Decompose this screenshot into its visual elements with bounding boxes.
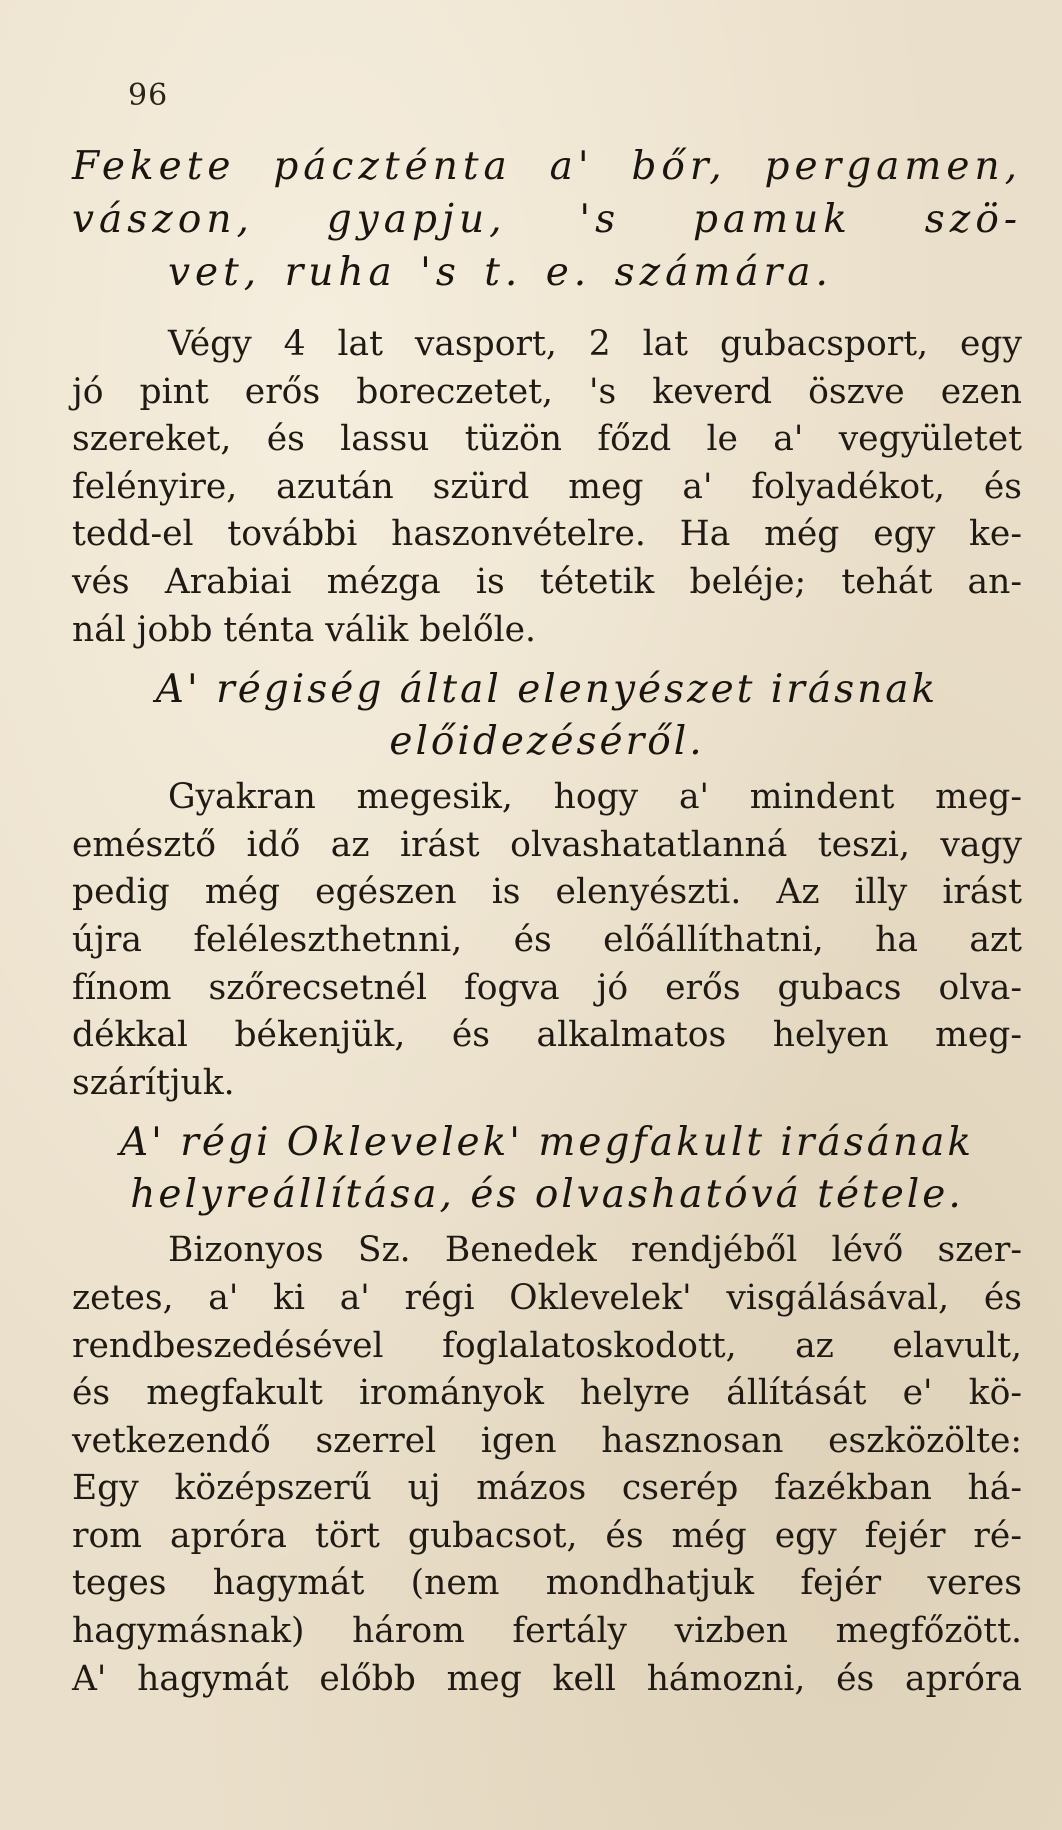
paragraph-faded-writing (72, 774, 1022, 1107)
text-line: A' hagymát előbb meg kell hámozni, és apróra (72, 1658, 1022, 1699)
heading-line: Fekete páczténta a' bőr, pergamen, (72, 144, 1022, 189)
heading-line: A' régi Oklevelek' megfakult irásának (119, 1120, 975, 1166)
text-line: rendbeszedésével foglalatoskodott, az elavult, (72, 1325, 1022, 1366)
text-line: dékkal békenjük, és alkalmatos helyen meg- (72, 1015, 1022, 1056)
text-line: Végy 4 lat vasport, 2 lat gubacsport, egy (168, 324, 1022, 364)
text-line: és megfakult irományok helyre állítását e' kö- (72, 1373, 1022, 1414)
text-line: szárítjuk. (72, 1062, 235, 1103)
text-line: szereket, és lassu tüzön főzd le a' vegyületet (72, 419, 1022, 460)
text-line: újra feléleszthetnni, és előállíthatni, ha azt (72, 919, 1022, 960)
heading-line: vászon, gyapju, 's pamuk szö- (72, 197, 1022, 242)
text-line: Bizonyos Sz. Benedek rendjéből lévő szer- (168, 1230, 1022, 1271)
paragraph-old-charters (72, 1227, 1022, 1703)
paragraph-black-ink-recipe (72, 321, 1022, 654)
text-line: vetkezendő szerrel igen hasznosan eszközölte: (72, 1420, 1022, 1461)
page-content (72, 140, 1022, 1703)
text-line: jó pint erős boreczetet, 's keverd öszve ezen (72, 371, 1022, 412)
text-line: emésztő idő az irást olvashatatlanná teszi, vagy (72, 824, 1022, 865)
section-heading-old-charters (72, 1117, 1022, 1221)
text-line: Gyakran megesik, hogy a' mindent meg- (168, 777, 1022, 818)
section-heading-black-ink (72, 140, 1022, 299)
text-line: zetes, a' ki a' régi Oklevelek' visgálásával, és (72, 1277, 1022, 1318)
section-heading-faded-writing (72, 664, 1022, 768)
text-line: hagymásnak) három fertály vizben megfőzött. (72, 1611, 1022, 1652)
text-line: teges hagymát (nem mondhatjuk fejér veres (72, 1563, 1022, 1604)
text-line: fínom szőrecsetnél fogva jó erős gubacs olva- (72, 967, 1022, 1008)
text-line: rom apróra tört gubacsot, és még egy fejér ré- (72, 1515, 1022, 1556)
heading-line: előidezéséről. (389, 719, 705, 765)
text-line: felényire, azután szürd meg a' folyadékot, és (72, 466, 1022, 507)
heading-line: vet, ruha 's t. e. számára. (168, 250, 833, 295)
text-line: vés Arabiai mézga is tétetik beléje; tehát an- (72, 561, 1022, 602)
heading-line: helyreállítása, és olvashatóvá tétele. (130, 1172, 964, 1218)
text-line: pedig még egészen is elenyészti. Az illy irást (72, 872, 1022, 913)
text-line: tedd-el további haszonvételre. Ha még egy ke- (72, 514, 1022, 555)
page-number: 96 (128, 78, 169, 113)
heading-line: A' régiség által elenyészet irásnak (155, 667, 939, 713)
text-line: Egy középszerű uj mázos cserép fazékban há- (72, 1468, 1022, 1509)
text-line: nál jobb ténta válik belőle. (72, 609, 537, 650)
